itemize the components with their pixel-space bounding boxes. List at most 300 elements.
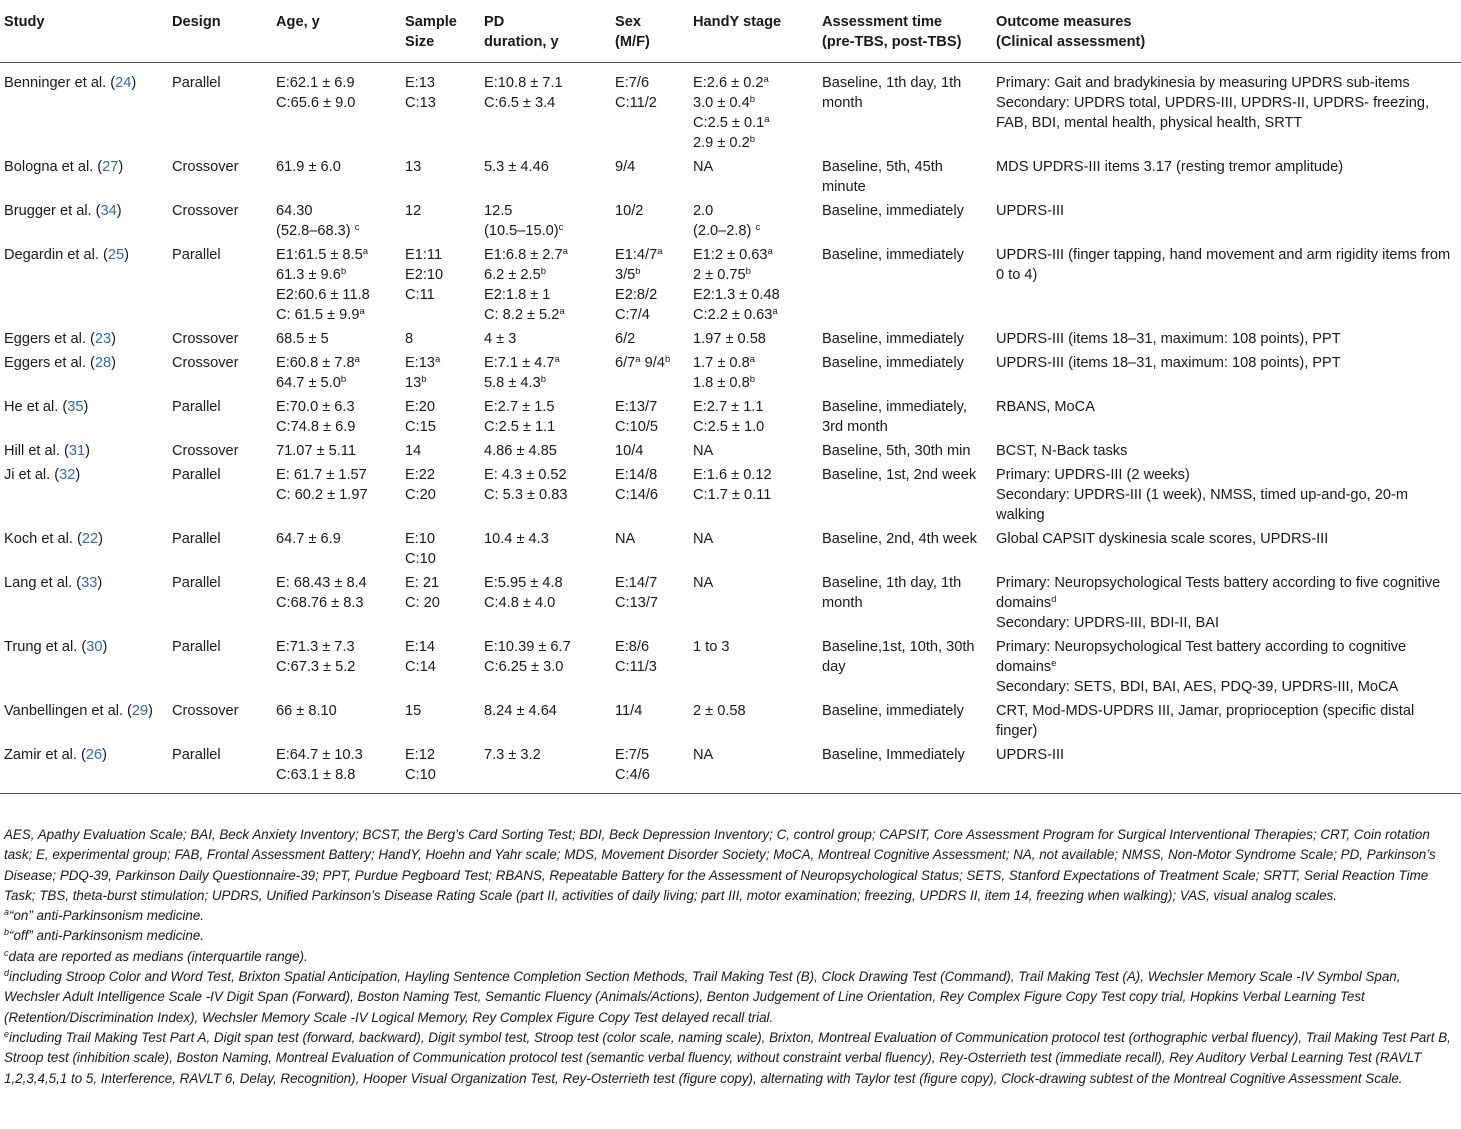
outcome-text: Primary: Neuropsychological Tests battery according to five cognitive domains bbox=[996, 575, 1441, 611]
stage-line bbox=[693, 637, 814, 657]
duration-line bbox=[484, 353, 607, 373]
footnote-mark: b bbox=[421, 374, 427, 385]
sex-line bbox=[615, 157, 685, 177]
cell-pd-duration bbox=[480, 199, 611, 243]
footnote-mark: a bbox=[554, 354, 560, 365]
sample-line bbox=[405, 373, 476, 393]
cell-study bbox=[0, 571, 168, 635]
age-text: E:62.1 ± 6.9 bbox=[276, 75, 355, 91]
age-text: E: 68.43 ± 8.4 bbox=[276, 575, 367, 591]
cell-age bbox=[272, 395, 401, 439]
duration-text: E:5.95 ± 4.8 bbox=[484, 575, 563, 591]
sex-text: 9/4 bbox=[640, 355, 665, 371]
sex-line bbox=[615, 265, 685, 285]
duration-text: C: 8.2 ± 5.2 bbox=[484, 307, 560, 323]
cell-study bbox=[0, 199, 168, 243]
study-name: Eggers et al. ( bbox=[4, 331, 95, 347]
age-text: C:74.8 ± 6.9 bbox=[276, 419, 356, 435]
col-header-line: Age, y bbox=[276, 14, 320, 30]
sample-text: E: 21 bbox=[405, 575, 440, 591]
cell-assessment-time: Baseline, immediately bbox=[822, 703, 964, 719]
reference-link[interactable]: 25 bbox=[107, 247, 125, 263]
study-name: Bologna et al. ( bbox=[4, 159, 103, 175]
cell-outcome-measures bbox=[992, 327, 1461, 351]
sample-line bbox=[405, 417, 476, 437]
col-header-line: (M/F) bbox=[615, 34, 650, 50]
age-text: 64.7 ± 6.9 bbox=[276, 531, 341, 547]
sample-text: C:11 bbox=[405, 287, 435, 303]
age-text: E:70.0 ± 6.3 bbox=[276, 399, 355, 415]
sample-line bbox=[405, 637, 476, 657]
outcome-line bbox=[996, 93, 1457, 133]
cell-design: Crossover bbox=[172, 355, 239, 371]
sex-line bbox=[615, 637, 685, 657]
stage-line bbox=[693, 465, 814, 485]
cell-design: Parallel bbox=[168, 743, 272, 794]
age-text: 68.5 ± 5 bbox=[276, 331, 329, 347]
cell-design: Crossover bbox=[172, 703, 239, 719]
outcome-line bbox=[996, 573, 1457, 613]
cell-pd-duration bbox=[480, 635, 611, 699]
cell-sex bbox=[611, 395, 689, 439]
footnote-mark: a bbox=[635, 354, 641, 365]
duration-line bbox=[484, 657, 607, 677]
cell-hy-stage bbox=[689, 439, 818, 463]
outcome-text: Primary: Neuropsychological Test battery according to cognitive domains bbox=[996, 639, 1407, 675]
outcome-text: RBANS, MoCA bbox=[996, 399, 1095, 415]
study-name: ) bbox=[97, 575, 103, 591]
stage-text: 2 ± 0.75 bbox=[693, 267, 746, 283]
sex-line bbox=[615, 701, 685, 721]
cell-design: Parallel bbox=[172, 639, 221, 655]
age-line bbox=[276, 593, 397, 613]
footnote-text: data are reported as medians (interquartile range). bbox=[8, 948, 308, 964]
age-line bbox=[276, 701, 397, 721]
stage-line bbox=[693, 353, 814, 373]
duration-line bbox=[484, 745, 607, 765]
col-header-line: Size bbox=[405, 34, 435, 50]
age-line bbox=[276, 397, 397, 417]
outcome-line bbox=[996, 397, 1457, 417]
sex-line bbox=[615, 529, 685, 549]
col-header-line: Outcome measures bbox=[996, 14, 1132, 30]
cell-assessment-time: Baseline, 2nd, 4th week bbox=[822, 531, 977, 547]
reference-link[interactable]: 29 bbox=[131, 703, 149, 719]
cell-sample-size bbox=[401, 463, 480, 527]
study-name: Zamir et al. ( bbox=[4, 747, 86, 763]
study-name: Koch et al. ( bbox=[4, 531, 82, 547]
sample-text: E:14 bbox=[405, 639, 436, 655]
cell-hy-stage bbox=[689, 63, 818, 156]
stage-line bbox=[693, 157, 814, 177]
footnote-mark: a bbox=[362, 246, 369, 257]
outcome-text: Secondary: UPDRS total, UPDRS-III, UPDRS-II, UPDRS- freezing, FAB, BDI, mental health, physical health, SRTT bbox=[996, 95, 1430, 131]
cell-study bbox=[0, 527, 168, 571]
duration-text: C:2.5 ± 1.1 bbox=[484, 419, 556, 435]
age-text: C: 61.5 ± 9.9 bbox=[276, 307, 360, 323]
duration-line bbox=[484, 245, 607, 265]
outcome-text: UPDRS-III bbox=[996, 747, 1065, 763]
stage-line bbox=[693, 397, 814, 417]
age-text: E1:61.5 ± 8.5 bbox=[276, 247, 363, 263]
outcome-text: Primary: UPDRS-III (2 weeks) bbox=[996, 467, 1190, 483]
outcome-text: UPDRS-III (items 18–31, maximum: 108 points), PPT bbox=[996, 355, 1341, 371]
sex-line bbox=[615, 573, 685, 593]
stage-text: 1.8 ± 0.8 bbox=[693, 375, 750, 391]
sex-line bbox=[615, 657, 685, 677]
footnote-mark: b bbox=[745, 266, 751, 277]
table-row bbox=[0, 699, 1461, 743]
cell-pd-duration bbox=[480, 155, 611, 199]
sample-text: C:20 bbox=[405, 487, 436, 503]
stage-line bbox=[693, 93, 814, 113]
footnote bbox=[4, 947, 1454, 967]
table-row bbox=[0, 199, 1461, 243]
stage-text: 1.7 ± 0.8 bbox=[693, 355, 750, 371]
sample-line bbox=[405, 485, 476, 505]
age-text: C:68.76 ± 8.3 bbox=[276, 595, 364, 611]
sex-text: C:13/7 bbox=[615, 595, 658, 611]
cell-age bbox=[272, 527, 401, 571]
stage-text: NA bbox=[693, 159, 714, 175]
cell-sex bbox=[611, 351, 689, 395]
sample-line bbox=[405, 329, 476, 349]
age-line bbox=[276, 657, 397, 677]
sample-line bbox=[405, 265, 476, 285]
col-header-line: (pre-TBS, post-TBS) bbox=[822, 34, 962, 50]
cell-age bbox=[272, 571, 401, 635]
age-text: (52.8–68.3) bbox=[276, 223, 355, 239]
study-name: ) bbox=[83, 399, 89, 415]
sample-line bbox=[405, 529, 476, 549]
footnotes bbox=[4, 906, 1454, 1089]
study-name: Hill et al. ( bbox=[4, 443, 69, 459]
stage-line bbox=[693, 133, 814, 153]
cell-age bbox=[272, 699, 401, 743]
age-line bbox=[276, 529, 397, 549]
col-header-line: Study bbox=[4, 14, 45, 30]
sex-text: 11/4 bbox=[615, 703, 643, 719]
outcome-text: UPDRS-III (finger tapping, hand movement and arm rigidity items from 0 to 4) bbox=[996, 247, 1451, 283]
footnote-mark: b bbox=[635, 266, 641, 277]
duration-text: E2:1.8 ± 1 bbox=[484, 287, 551, 303]
cell-hy-stage bbox=[689, 571, 818, 635]
age-line bbox=[276, 745, 397, 765]
table-row bbox=[0, 63, 1461, 156]
outcome-line bbox=[996, 613, 1457, 633]
sex-line bbox=[615, 397, 685, 417]
stage-line bbox=[693, 113, 814, 133]
footnote-mark: a bbox=[354, 354, 360, 365]
sample-text: C:15 bbox=[405, 419, 436, 435]
footnote-mark: b bbox=[749, 134, 755, 145]
duration-line bbox=[484, 221, 607, 241]
cell-age bbox=[272, 327, 401, 351]
stage-line bbox=[693, 485, 814, 505]
age-text: C: 60.2 ± 1.97 bbox=[276, 487, 368, 503]
cell-outcome-measures bbox=[992, 699, 1461, 743]
sample-text: E:12 bbox=[405, 747, 436, 763]
cell-sample-size bbox=[401, 699, 480, 743]
table-row bbox=[0, 351, 1461, 395]
study-name: Benninger et al. ( bbox=[4, 75, 116, 91]
stage-line bbox=[693, 745, 814, 765]
duration-text: E:7.1 ± 4.7 bbox=[484, 355, 555, 371]
duration-line bbox=[484, 73, 607, 93]
stage-text: C:1.7 ± 0.11 bbox=[693, 487, 772, 503]
cell-sample-size bbox=[401, 743, 480, 794]
sex-text: C:7/4 bbox=[615, 307, 650, 323]
age-line bbox=[276, 573, 397, 593]
duration-text: C:6.25 ± 3.0 bbox=[484, 659, 564, 675]
cell-design: Crossover bbox=[172, 159, 239, 175]
cell-design: Parallel bbox=[172, 467, 221, 483]
footnote-text: including Stroop Color and Word Test, Brixton Spatial Anticipation, Hayling Sentence Completion Section Methods, Trail Making Test (B), Clock Drawing Test (Command), Trail Making Test (A), Wechsler Memory Scale -IV Symbol Span, Wechsler Adult Intelligence Scale -IV Digit Span (Forward), Boston Naming Test, Semantic Fluency (Animals/Actions), Benton Judgement of Line Orientation, Rey Complex Figure Copy Test copy trial, Hopkins Verbal Learning Test (Retention/Discrimination Index), Wechsler Memory Scale -IV Logical Memory, Rey Complex Figure Copy Test delayed recall trial. bbox=[4, 969, 1401, 1025]
outcome-line bbox=[996, 485, 1457, 525]
reference-link[interactable]: 28 bbox=[94, 355, 112, 371]
sample-line bbox=[405, 573, 476, 593]
study-name: Brugger et al. ( bbox=[4, 203, 101, 219]
cell-study bbox=[0, 351, 168, 395]
cell-age bbox=[272, 351, 401, 395]
col-header-line: PD bbox=[484, 14, 505, 30]
cell-pd-duration bbox=[480, 327, 611, 351]
stage-text: C:2.2 ± 0.63 bbox=[693, 307, 773, 323]
duration-line bbox=[484, 701, 607, 721]
cell-age bbox=[272, 243, 401, 327]
cell-age bbox=[272, 463, 401, 527]
cell-design: Parallel bbox=[172, 399, 221, 415]
sex-text: 6/7 bbox=[615, 355, 636, 371]
age-line bbox=[276, 353, 397, 373]
footnote-mark: b bbox=[664, 354, 671, 365]
outcome-line bbox=[996, 745, 1457, 765]
duration-text: E1:6.8 ± 2.7 bbox=[484, 247, 563, 263]
cell-design: Parallel bbox=[172, 531, 221, 547]
outcome-text: Secondary: UPDRS-III, BDI-II, BAI bbox=[996, 615, 1220, 631]
cell-sample-size bbox=[401, 395, 480, 439]
cell-pd-duration bbox=[480, 527, 611, 571]
age-line bbox=[276, 285, 397, 305]
sex-text: E:7/5 bbox=[615, 747, 650, 763]
duration-line bbox=[484, 397, 607, 417]
cell-assessment-time: Baseline, 5th, 45th minute bbox=[822, 159, 943, 195]
table-row bbox=[0, 743, 1461, 794]
cell-age bbox=[272, 199, 401, 243]
cell-outcome-measures bbox=[992, 395, 1461, 439]
reference-link[interactable]: 26 bbox=[85, 747, 103, 763]
sample-line bbox=[405, 285, 476, 305]
cell-study bbox=[0, 635, 168, 699]
sex-line bbox=[615, 93, 685, 113]
footnote-mark: a bbox=[435, 354, 441, 365]
duration-text: E:10.39 ± 6.7 bbox=[484, 639, 571, 655]
stage-line bbox=[693, 305, 814, 325]
duration-text: 10.4 ± 4.3 bbox=[484, 531, 549, 547]
sex-line bbox=[615, 465, 685, 485]
cell-sex bbox=[611, 743, 689, 794]
footnote-mark: d bbox=[4, 968, 10, 979]
cell-study bbox=[0, 63, 168, 156]
reference-link[interactable]: 27 bbox=[102, 159, 119, 175]
age-line bbox=[276, 93, 397, 113]
duration-line bbox=[484, 265, 607, 285]
header-row bbox=[0, 4, 1461, 63]
sample-text: C:10 bbox=[405, 767, 436, 783]
sex-text: E2:8/2 bbox=[615, 287, 658, 303]
cell-pd-duration bbox=[480, 571, 611, 635]
cell-design: Crossover bbox=[172, 443, 239, 459]
duration-text: 4.86 ± 4.85 bbox=[484, 443, 557, 459]
outcome-line bbox=[996, 329, 1457, 349]
sample-line bbox=[405, 157, 476, 177]
duration-text: 5.3 ± 4.46 bbox=[484, 159, 549, 175]
sample-line bbox=[405, 201, 476, 221]
outcome-line bbox=[996, 157, 1457, 177]
cell-sample-size bbox=[401, 527, 480, 571]
duration-line bbox=[484, 637, 607, 657]
duration-text: C: 5.3 ± 0.83 bbox=[484, 487, 568, 503]
duration-line bbox=[484, 573, 607, 593]
cell-sex bbox=[611, 199, 689, 243]
stage-text: 1.97 ± 0.58 bbox=[693, 331, 766, 347]
stage-line bbox=[693, 221, 814, 241]
cell-study bbox=[0, 439, 168, 463]
table-row bbox=[0, 527, 1461, 571]
sex-text: C:4/6 bbox=[615, 767, 650, 783]
footnote-mark: a bbox=[4, 907, 10, 918]
reference-link[interactable]: 31 bbox=[68, 443, 86, 459]
cell-assessment-time: Baseline,1st, 10th, 30th day bbox=[822, 639, 975, 675]
stage-text: NA bbox=[693, 747, 714, 763]
footnote-mark: e bbox=[1051, 658, 1057, 669]
table-row bbox=[0, 463, 1461, 527]
sample-text: E1:11 bbox=[405, 247, 443, 263]
study-name: ) bbox=[116, 203, 122, 219]
footnote bbox=[4, 906, 1454, 926]
sex-line bbox=[615, 485, 685, 505]
cell-sex bbox=[611, 571, 689, 635]
reference-link[interactable]: 32 bbox=[59, 467, 76, 483]
duration-line bbox=[484, 157, 607, 177]
cell-hy-stage bbox=[689, 395, 818, 439]
duration-line bbox=[484, 441, 607, 461]
footnote bbox=[4, 1028, 1454, 1089]
reference-link[interactable]: 35 bbox=[67, 399, 84, 415]
study-name: Ji et al. ( bbox=[4, 467, 60, 483]
sample-text: C:10 bbox=[405, 551, 436, 567]
sex-line bbox=[615, 593, 685, 613]
cell-sex bbox=[611, 463, 689, 527]
duration-line bbox=[484, 417, 607, 437]
cell-pd-duration bbox=[480, 243, 611, 327]
reference-link[interactable]: 24 bbox=[115, 75, 132, 91]
table-notes bbox=[4, 825, 1454, 1089]
stage-text: 2 ± 0.58 bbox=[693, 703, 746, 719]
table-row bbox=[0, 327, 1461, 351]
reference-link[interactable]: 30 bbox=[86, 639, 103, 655]
sex-text: 9/4 bbox=[615, 159, 636, 175]
cell-hy-stage bbox=[689, 743, 818, 794]
reference-link[interactable]: 23 bbox=[94, 331, 112, 347]
outcome-text: UPDRS-III bbox=[996, 203, 1065, 219]
outcome-text: Global CAPSIT dyskinesia scale scores, UPDRS-III bbox=[996, 531, 1329, 547]
sample-line bbox=[405, 465, 476, 485]
cell-sample-size bbox=[401, 351, 480, 395]
age-line bbox=[276, 221, 397, 241]
col-header-sample-size bbox=[401, 4, 480, 63]
sample-line bbox=[405, 397, 476, 417]
age-line bbox=[276, 373, 397, 393]
sex-text: E1:4/7 bbox=[615, 247, 658, 263]
reference-link[interactable]: 22 bbox=[81, 531, 99, 547]
sex-line bbox=[615, 765, 685, 785]
sample-text: E:20 bbox=[405, 399, 436, 415]
cell-study bbox=[0, 699, 168, 743]
stage-text: C:2.5 ± 0.1 bbox=[693, 115, 765, 131]
age-line bbox=[276, 305, 397, 325]
sex-text: 10/4 bbox=[615, 443, 644, 459]
sample-text: C:14 bbox=[405, 659, 436, 675]
cell-assessment-time: Baseline, 5th, 30th min bbox=[822, 443, 971, 459]
sex-line bbox=[615, 245, 685, 265]
sex-text: NA bbox=[615, 531, 636, 547]
cell-outcome-measures bbox=[992, 635, 1461, 699]
footnote-mark: c bbox=[354, 222, 360, 233]
duration-text: 6.2 ± 2.5 bbox=[484, 267, 541, 283]
stage-line bbox=[693, 73, 814, 93]
sample-text: 8 bbox=[405, 331, 414, 347]
footnote bbox=[4, 926, 1454, 946]
footnote-mark: a bbox=[764, 114, 770, 125]
sex-text: 10/2 bbox=[615, 203, 644, 219]
sex-text: C:14/6 bbox=[615, 487, 658, 503]
age-line bbox=[276, 637, 397, 657]
cell-sex bbox=[611, 439, 689, 463]
stage-line bbox=[693, 245, 814, 265]
cell-outcome-measures bbox=[992, 571, 1461, 635]
footnote-text: including Trail Making Test Part A, Digit span test (forward, backward), Digit symbol test, Stroop test (color scale, naming scale), Brixton, Montreal Evaluation of Communication protocol test (orthographic verbal fluency), Trail Making Test Part B, Stroop test (inhibition scale), Boston Naming, Montreal Evaluation of Communication protocol test (semantic verbal fluency, without constraint verbal fluency), Rey-Osterrieth test (immediate recall), Rey Auditory Verbal Learning Test (RAVLT 1,2,3,4,5,1 to 5, Interference, RAVLT 6, Delay, Recognition), Hooper Visual Organization Test, Rey-Osterrieth test (figure copy), alternating with Taylor test (figure copy), Clock-drawing subtest of the Montreal Cognitive Assessment Scale. bbox=[4, 1029, 1451, 1086]
reference-link[interactable]: 33 bbox=[81, 575, 98, 591]
table-row bbox=[0, 439, 1461, 463]
cell-hy-stage bbox=[689, 199, 818, 243]
cell-pd-duration bbox=[480, 351, 611, 395]
age-line bbox=[276, 245, 397, 265]
age-text: 71.07 ± 5.11 bbox=[276, 443, 356, 459]
reference-link[interactable]: 34 bbox=[100, 203, 117, 219]
cell-hy-stage bbox=[689, 463, 818, 527]
col-header-line: HandY stage bbox=[693, 14, 782, 30]
duration-text: C:6.5 ± 3.4 bbox=[484, 95, 556, 111]
duration-line bbox=[484, 485, 607, 505]
age-line bbox=[276, 441, 397, 461]
cell-sex bbox=[611, 527, 689, 571]
cell-hy-stage bbox=[689, 327, 818, 351]
duration-line bbox=[484, 329, 607, 349]
footnote-text: “off” anti-Parkinsonism medicine. bbox=[9, 928, 204, 944]
stage-text: E:1.6 ± 0.12 bbox=[693, 467, 772, 483]
outcome-line bbox=[996, 637, 1457, 677]
cell-sample-size bbox=[401, 199, 480, 243]
cell-sex bbox=[611, 243, 689, 327]
table-body bbox=[0, 63, 1461, 794]
footnote-mark: a bbox=[763, 74, 769, 85]
footnote-mark: c bbox=[558, 222, 564, 233]
study-name: ) bbox=[111, 355, 116, 371]
duration-line bbox=[484, 285, 607, 305]
study-name: ) bbox=[124, 247, 129, 263]
cell-sex bbox=[611, 635, 689, 699]
